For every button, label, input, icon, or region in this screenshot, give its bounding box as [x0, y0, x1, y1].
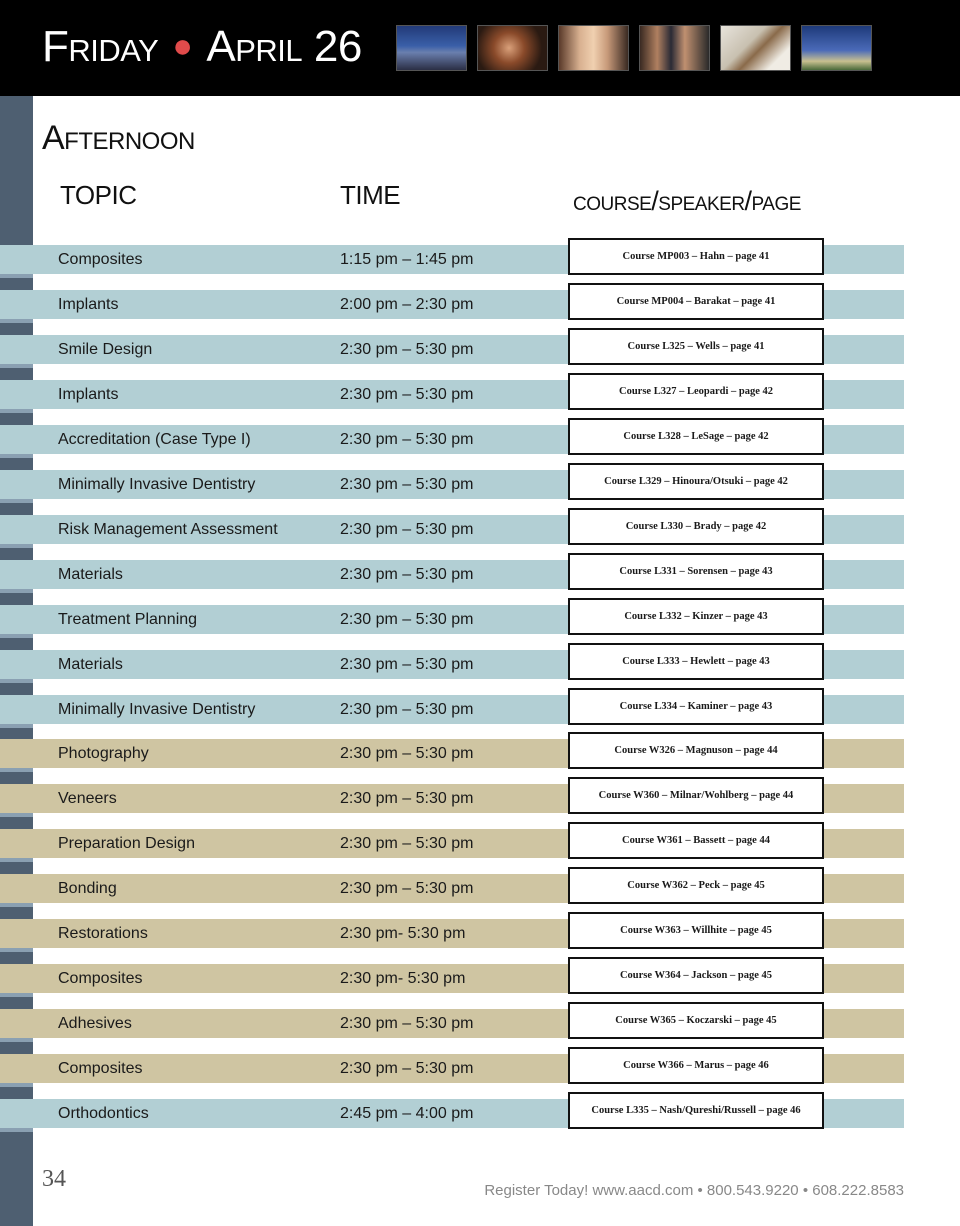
row-topic: Composites — [58, 970, 143, 987]
row-time: 1:15 pm – 1:45 pm — [340, 251, 474, 268]
row-topic: Orthodontics — [58, 1105, 149, 1122]
table-row — [0, 380, 904, 409]
row-course: Course W362 – Peck – page 45 — [568, 867, 824, 904]
row-time: 2:30 pm – 5:30 pm — [340, 745, 474, 762]
headset-person-photo — [477, 25, 548, 71]
date-label: April 26 — [206, 22, 362, 71]
column-header-time: TIME — [340, 180, 401, 210]
row-topic: Composites — [58, 251, 143, 268]
row-time: 2:30 pm – 5:30 pm — [340, 386, 474, 403]
row-course: Course W363 – Willhite – page 45 — [568, 912, 824, 949]
table-row — [0, 335, 904, 364]
table-row — [0, 1009, 904, 1038]
row-course: Course L327 – Leopardi – page 42 — [568, 373, 824, 410]
table-row — [0, 874, 904, 903]
table-row — [0, 964, 904, 993]
row-course: Course W364 – Jackson – page 45 — [568, 957, 824, 994]
row-time: 2:30 pm – 5:30 pm — [340, 611, 474, 628]
row-topic: Implants — [58, 386, 119, 403]
section-title: Afternoon — [42, 119, 195, 157]
day-label: Friday — [42, 22, 159, 71]
row-course: Course L329 – Hinoura/Otsuki – page 42 — [568, 463, 824, 500]
bullet-dot-icon: ● — [172, 27, 193, 65]
table-row — [0, 784, 904, 813]
row-time: 2:30 pm – 5:30 pm — [340, 701, 474, 718]
table-row — [0, 470, 904, 499]
city-skyline-photo — [396, 25, 467, 71]
table-row — [0, 515, 904, 544]
table-row — [0, 695, 904, 724]
footer-contact: Register Today! www.aacd.com • 800.543.9220 • 608.222.8583 — [484, 1182, 904, 1199]
row-course: Course L328 – LeSage – page 42 — [568, 418, 824, 455]
row-topic: Minimally Invasive Dentistry — [58, 476, 256, 493]
row-topic: Photography — [58, 745, 149, 762]
row-course: Course W360 – Milnar/Wohlberg – page 44 — [568, 777, 824, 814]
row-topic: Accreditation (Case Type I) — [58, 431, 251, 448]
row-time: 2:30 pm – 5:30 pm — [340, 1015, 474, 1032]
row-course: Course L333 – Hewlett – page 43 — [568, 643, 824, 680]
row-time: 2:00 pm – 2:30 pm — [340, 296, 474, 313]
page-number: 34 — [42, 1166, 66, 1192]
table-row — [0, 425, 904, 454]
row-topic: Adhesives — [58, 1015, 132, 1032]
row-topic: Smile Design — [58, 341, 153, 358]
row-time: 2:30 pm- 5:30 pm — [340, 970, 466, 987]
table-row — [0, 739, 904, 768]
row-course: Course L335 – Nash/Qureshi/Russell – page 46 — [568, 1092, 824, 1129]
table-row — [0, 829, 904, 858]
row-course: Course W366 – Marus – page 46 — [568, 1047, 824, 1084]
row-topic: Veneers — [58, 790, 117, 807]
row-topic: Materials — [58, 566, 123, 583]
row-time: 2:30 pm – 5:30 pm — [340, 566, 474, 583]
row-course: Course L332 – Kinzer – page 43 — [568, 598, 824, 635]
table-row — [0, 290, 904, 319]
column-header-topic: TOPIC — [60, 180, 137, 210]
row-topic: Bonding — [58, 880, 117, 897]
row-topic: Composites — [58, 1060, 143, 1077]
row-time: 2:45 pm – 4:00 pm — [340, 1105, 474, 1122]
row-time: 2:30 pm – 5:30 pm — [340, 521, 474, 538]
page-title — [42, 22, 362, 75]
group-photo — [639, 25, 710, 71]
row-topic: Preparation Design — [58, 835, 195, 852]
row-topic: Risk Management Assessment — [58, 521, 278, 538]
row-time: 2:30 pm – 5:30 pm — [340, 790, 474, 807]
row-course: Course L330 – Brady – page 42 — [568, 508, 824, 545]
table-row — [0, 1099, 904, 1128]
table-row — [0, 1054, 904, 1083]
row-course: Course W361 – Bassett – page 44 — [568, 822, 824, 859]
row-time: 2:30 pm – 5:30 pm — [340, 656, 474, 673]
column-header-course: course/speaker/page — [573, 186, 801, 216]
row-course: Course MP003 – Hahn – page 41 — [568, 238, 824, 275]
dental-procedure-photo — [720, 25, 791, 71]
row-course: Course MP004 – Barakat – page 41 — [568, 283, 824, 320]
row-course: Course L325 – Wells – page 41 — [568, 328, 824, 365]
row-time: 2:30 pm – 5:30 pm — [340, 341, 474, 358]
row-course: Course W326 – Magnuson – page 44 — [568, 732, 824, 769]
header-band — [0, 0, 960, 96]
row-time: 2:30 pm – 5:30 pm — [340, 835, 474, 852]
row-course: Course W365 – Koczarski – page 45 — [568, 1002, 824, 1039]
row-time: 2:30 pm – 5:30 pm — [340, 476, 474, 493]
table-row — [0, 919, 904, 948]
row-topic: Restorations — [58, 925, 148, 942]
table-row — [0, 560, 904, 589]
table-row — [0, 650, 904, 679]
table-row — [0, 245, 904, 274]
row-topic: Materials — [58, 656, 123, 673]
row-time: 2:30 pm – 5:30 pm — [340, 431, 474, 448]
row-topic: Implants — [58, 296, 119, 313]
row-time: 2:30 pm – 5:30 pm — [340, 1060, 474, 1077]
space-needle-photo — [801, 25, 872, 71]
table-row — [0, 605, 904, 634]
row-topic: Minimally Invasive Dentistry — [58, 701, 256, 718]
row-course: Course L331 – Sorensen – page 43 — [568, 553, 824, 590]
row-topic: Treatment Planning — [58, 611, 198, 628]
row-time: 2:30 pm- 5:30 pm — [340, 925, 466, 942]
row-course: Course L334 – Kaminer – page 43 — [568, 688, 824, 725]
row-time: 2:30 pm – 5:30 pm — [340, 880, 474, 897]
couple-photo — [558, 25, 629, 71]
